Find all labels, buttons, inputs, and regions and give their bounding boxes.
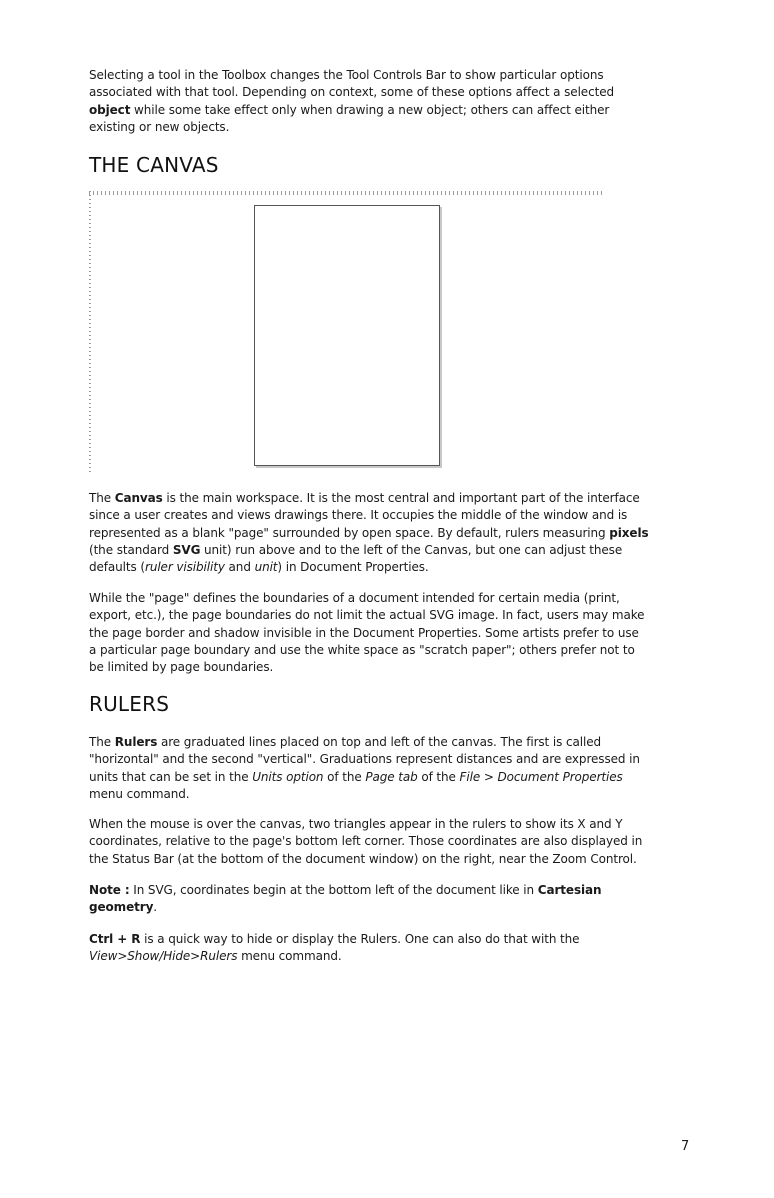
text-run: and	[224, 560, 255, 575]
rulers-note	[89, 882, 649, 917]
canvas-paragraph-2	[89, 590, 649, 676]
text-run: are graduated lines placed on top and left of the canvas. The first is called "horizontal" and the second "vertical". Graduations represent distances and are expressed in units that can be set in the	[89, 735, 640, 784]
text-run: (the standard	[89, 542, 173, 557]
horizontal-ruler	[89, 191, 605, 195]
text-run: unit) run above and to the left of the Canvas, but one can adjust these defaults (	[89, 542, 623, 575]
rulers-paragraph-2	[89, 816, 649, 868]
text-run: of the	[417, 769, 460, 784]
italic-term: Page tab	[365, 769, 418, 784]
text-run: .	[153, 900, 158, 915]
text-run: is a quick way to hide or display the Rulers. One can also do that with the	[140, 932, 580, 946]
bold-term: pixels	[609, 525, 649, 540]
page-number: 7	[681, 1139, 690, 1154]
text-run: While the "page" defines the boundaries of a document intended for certain media (print, export, etc.), the page boundaries do not limit the actual SVG image. In fact, users may make the page border and shadow invisible in the Document Properties. Some artists prefer to use a particular page boundary and use the white space as "scratch paper"; others prefer not to be limited by page boundaries.	[89, 591, 645, 675]
text-run: When the mouse is over the canvas, two triangles appear in the rulers to show its X and Y coordinates, relative to the page's bottom left corner. Those coordinates are also displayed in the Status Bar (at the bottom of the document window) on the right, near the Zoom Control.	[89, 817, 643, 866]
text-run: menu command.	[237, 949, 342, 964]
text-run: The	[89, 735, 115, 749]
bold-term: SVG	[172, 542, 201, 557]
intro-paragraph	[89, 67, 649, 136]
blank-page	[254, 205, 440, 466]
text-run: ) in Document Properties.	[277, 560, 429, 575]
italic-term: View>Show/Hide>Rulers	[89, 949, 238, 964]
text-run: while some take effect only when drawing a new object; others can affect either existing or new objects.	[89, 102, 610, 134]
text-run: Selecting a tool in the Toolbox changes the Tool Controls Bar to show particular options associated with that tool. Depending on context, some of these options affect a selected	[89, 68, 614, 100]
text-run: of the	[323, 769, 366, 784]
canvas-paragraph-1	[89, 490, 649, 576]
bold-term: object	[89, 102, 131, 117]
italic-term: File > Document Properties	[459, 769, 623, 784]
bold-term: Rulers	[114, 735, 158, 749]
italic-term: ruler visibility	[144, 560, 225, 575]
text-run: menu command.	[89, 786, 190, 801]
vertical-ruler	[89, 191, 91, 474]
canvas-illustration	[89, 191, 605, 474]
italic-term: unit	[254, 560, 278, 575]
section-heading-rulers: RULERS	[89, 692, 170, 716]
rulers-shortcut	[89, 931, 649, 966]
bold-term: Canvas	[114, 491, 163, 505]
bold-term: Note :	[89, 883, 130, 897]
section-heading-canvas: THE CANVAS	[89, 153, 219, 177]
bold-term: Cartesian geometry	[89, 883, 602, 915]
text-run: is the main workspace. It is the most central and important part of the interface since a user creates and views drawings there. It occupies the middle of the window and is represented as a blank "page" surrounded by open space. By default, rulers measuring	[89, 491, 640, 540]
text-run: In SVG, coordinates begin at the bottom left of the document like in	[129, 883, 538, 897]
rulers-paragraph-1	[89, 734, 649, 803]
italic-term: Units option	[252, 769, 324, 784]
text-run: The	[89, 491, 115, 505]
bold-term: Ctrl + R	[89, 932, 141, 946]
